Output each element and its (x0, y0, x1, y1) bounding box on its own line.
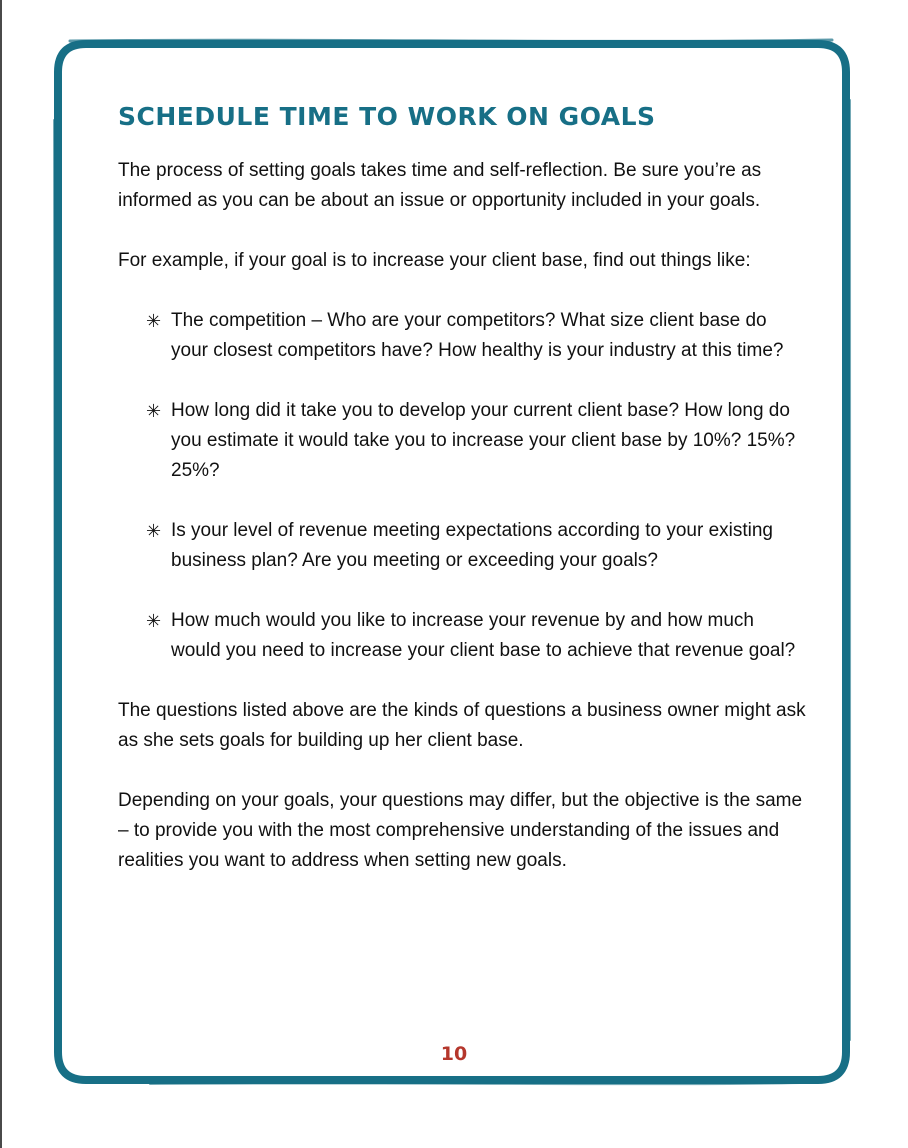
frame-brush-stroke (54, 120, 55, 1020)
question-list (118, 306, 808, 666)
frame-brush-stroke (70, 40, 832, 41)
example-lead-paragraph: For example, if your goal is to increase your client base, find out things like: (118, 250, 751, 271)
section-title: SCHEDULE TIME TO WORK ON GOALS (118, 102, 656, 131)
intro-paragraph: The process of setting goals takes time and self-reflection. Be sure you’re as informed as you can be about an issue or opportunity included in your goals. (118, 160, 762, 211)
questions-note-paragraph: The questions listed above are the kinds of questions a business owner might ask as she sets goals for building up her client base. (118, 700, 806, 751)
frame-brush-stroke (150, 1083, 800, 1084)
list-item-text: How much would you like to increase your revenue by and how much would you need to increase your client base to achieve that revenue goal? (171, 610, 796, 661)
asterisk-bullet-icon: ✳ (146, 611, 162, 631)
list-item (118, 606, 808, 666)
frame-brush-stroke (850, 100, 851, 1040)
page-number: 10 (440, 1043, 468, 1065)
list-item (118, 396, 808, 486)
closing-paragraph: Depending on your goals, your questions may differ, but the objective is the same – to provide you with the most comprehensive understanding of the issues and realities you want to address when setting new goals. (118, 790, 803, 871)
asterisk-bullet-icon: ✳ (146, 521, 162, 541)
list-item-text: Is your level of revenue meeting expectations according to your existing business plan? Are you meeting or exceeding your goals? (171, 520, 773, 571)
asterisk-bullet-icon: ✳ (146, 401, 162, 421)
page-content (118, 100, 808, 876)
list-item-text: How long did it take you to develop your current client base? How long do you estimate it would take you to increase your client base by 10%? 15%? 25%? (171, 400, 796, 481)
list-item (118, 306, 808, 366)
asterisk-bullet-icon: ✳ (146, 311, 162, 331)
list-item-text: The competition – Who are your competitors? What size client base do your closest competitors have? How healthy is your industry at this time? (171, 310, 784, 361)
list-item (118, 516, 808, 576)
